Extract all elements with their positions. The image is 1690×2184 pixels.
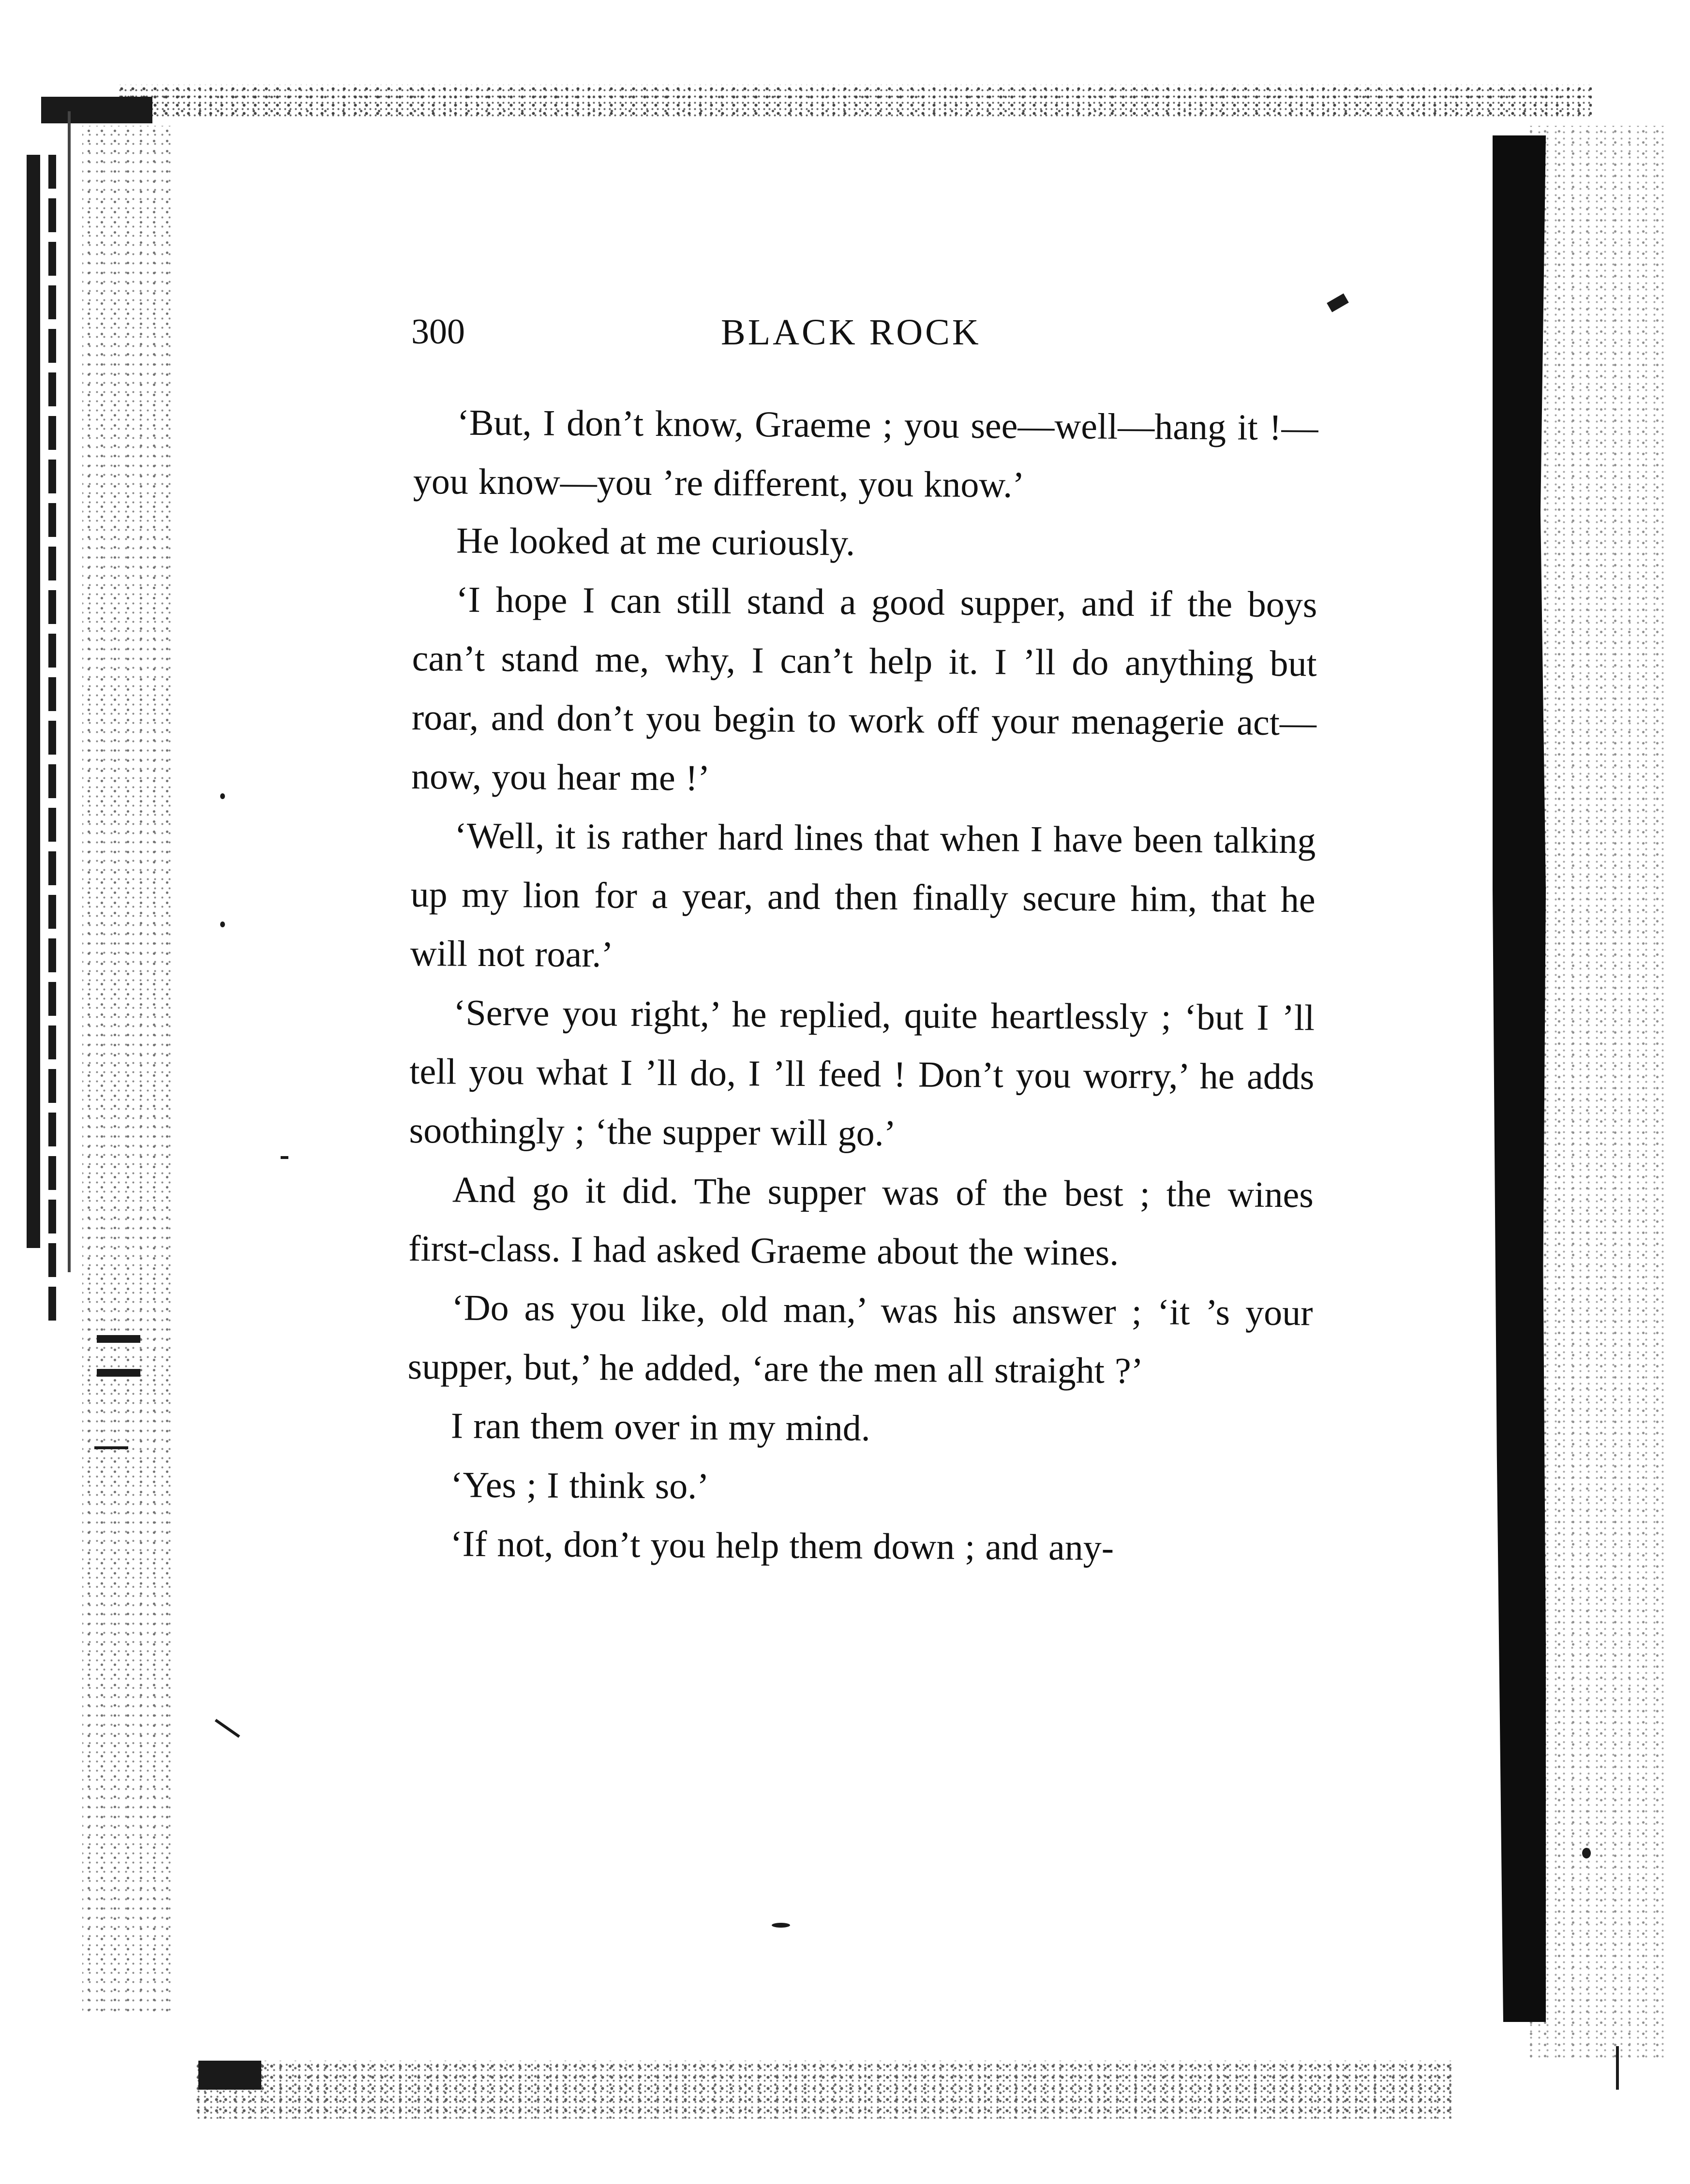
paragraph: ‘Well, it is rather hard lines that when I have been talking up my lion for a year, and then finally secure him, that he will not roar.’ [410,815,1316,975]
scan-mark [215,1719,240,1738]
scan-edge-right-bar [1493,135,1546,2022]
scan-shadow-top-left [41,97,152,123]
paragraph: ‘I hope I can still stand a good supper, and if the boys can’t stand me, why, I can’t help it. I ’ll do anything but roar, and don’t you begin to work off your menagerie act—now, you hear me !’ [411,579,1317,799]
scan-mark [281,1156,288,1159]
scan-noise-bottom [194,2061,1451,2119]
body-text [406,393,1318,1578]
scan-noise-right [1524,126,1669,2061]
scan-noise-left [82,126,174,2012]
scan-mark [220,793,225,799]
page-header [411,302,1490,365]
paragraph: He looked at me curiously. [456,520,855,564]
paragraph: ‘If not, don’t you help them down ; and any- [450,1523,1114,1568]
scan-mark [220,921,225,927]
scan-shadow-bottom-left [198,2061,261,2090]
paragraph: And go it did. The supper was of the best ; the wines first-class. I had asked Graeme about the wines. [408,1169,1314,1273]
scan-edge-left-bar [27,155,40,1248]
scan-mark [94,1446,128,1449]
scan-mark [97,1335,140,1343]
scan-edge-left-dashes [48,155,56,1330]
running-head: BLACK ROCK [721,312,981,353]
paragraph: ‘Do as you like, old man,’ was his answer ; ‘it ’s your supper, but,’ he added, ‘are the men all straight ?’ [407,1287,1313,1392]
scan-mark [1616,2046,1619,2090]
scan-mark [772,1923,790,1928]
paragraph: I ran them over in my mind. [450,1405,871,1449]
scan-mark [1582,1848,1591,1858]
paragraph: ‘Yes ; I think so.’ [450,1464,709,1507]
scan-edge-left-line [68,111,71,1272]
scan-mark [97,1369,140,1377]
scan-noise-top [116,85,1592,119]
paragraph: ‘But, I don’t know, Graeme ; you see—well—hang it !—you know—you ’re different, you know.’ [413,402,1318,505]
paragraph: ‘Serve you right,’ he replied, quite heartlessly ; ‘but I ’ll tell you what I ’ll do, I ’ll feed ! Don’t you worry,’ he adds soothingly ; ‘the supper will go.’ [409,992,1315,1154]
page-number: 300 [411,312,465,352]
